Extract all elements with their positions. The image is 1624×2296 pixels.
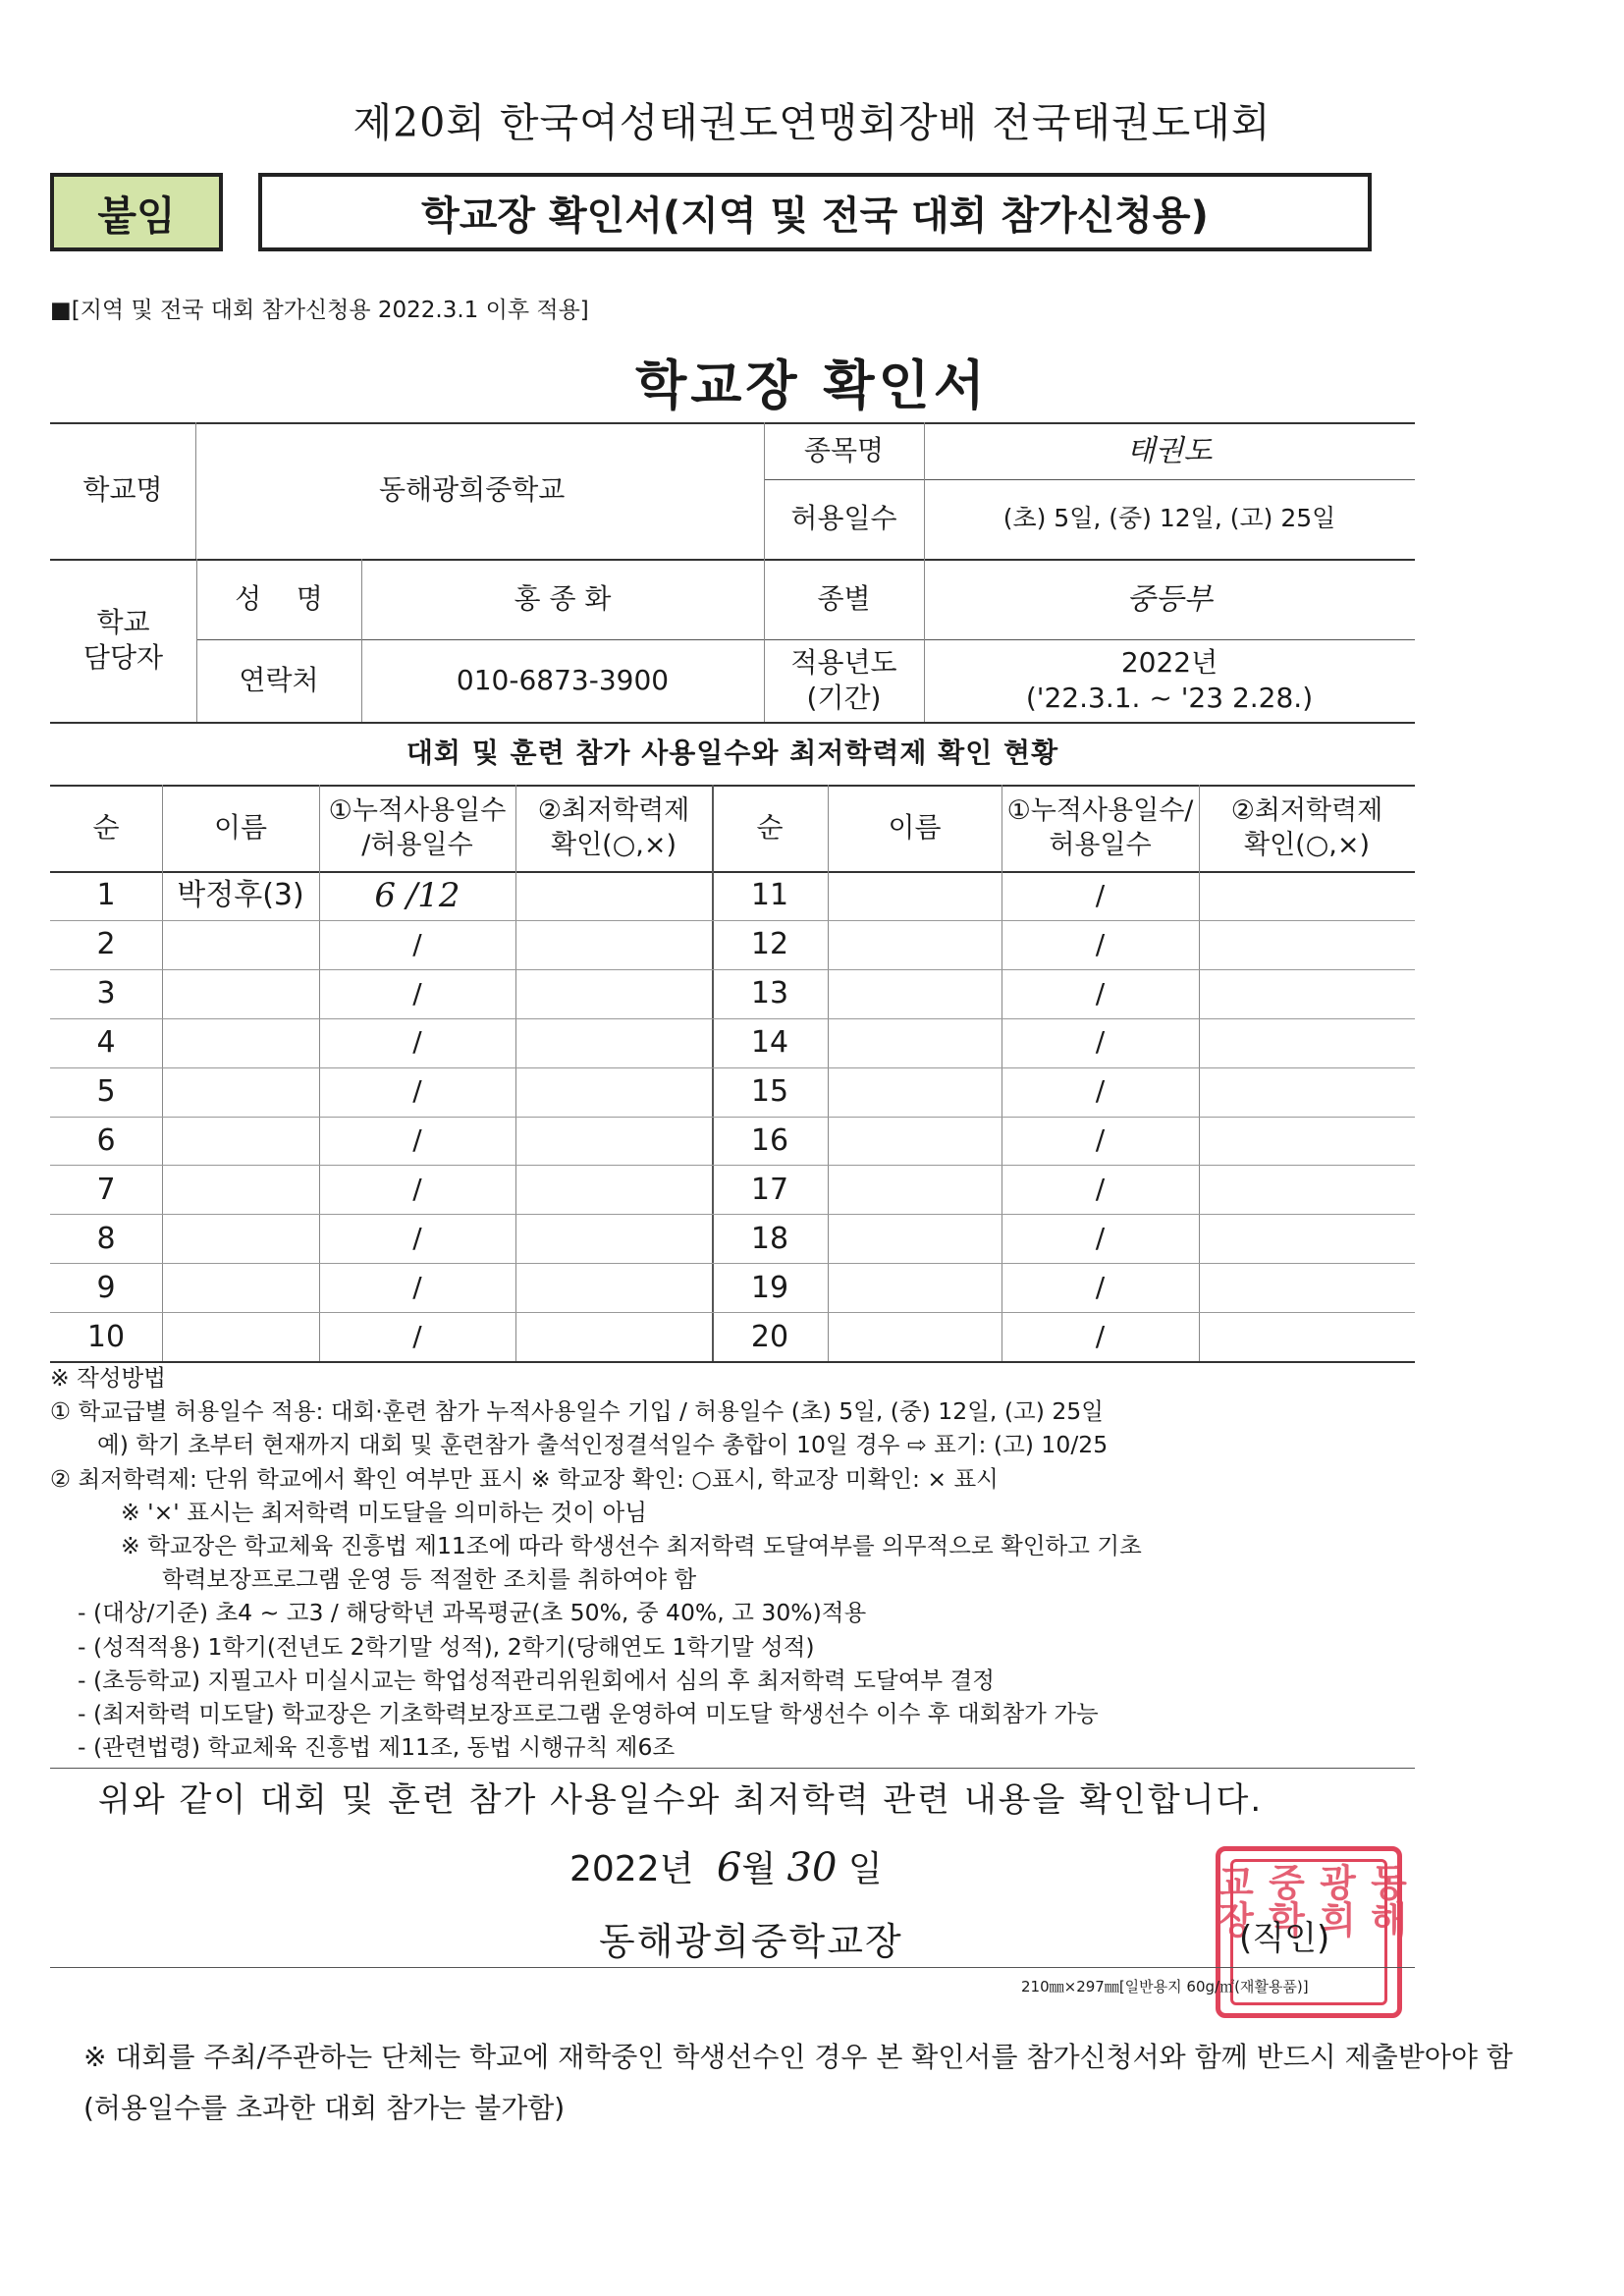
min-academic-check — [1199, 1067, 1415, 1117]
signing-date — [569, 1841, 883, 1891]
row-number: 18 — [750, 1221, 789, 1256]
year-value-cell — [924, 639, 1415, 722]
method-line: - (초등학교) 지필고사 미실시교는 학업성적관리위원회에서 심의 후 최저학력 도달여부 결정 — [78, 1666, 995, 1694]
method-line: ① 학교급별 허용일수 적용: 대회·훈련 참가 누적사용일수 기입 / 허용일수 (초) 5일, (중) 12일, (고) 25일 — [50, 1397, 1104, 1426]
days-used: / — [1095, 1173, 1106, 1206]
student-name — [162, 1263, 319, 1312]
student-name — [162, 1312, 319, 1361]
row-number: 2 — [96, 927, 116, 962]
col-no-right: 순 — [756, 810, 784, 844]
days-used: 6 /12 — [374, 875, 460, 915]
student-name — [828, 1214, 1001, 1263]
method-line: ※ '×' 표시는 최저학력 미도달을 의미하는 것이 아님 — [121, 1498, 647, 1526]
row-number: 20 — [750, 1319, 789, 1354]
sport-label: 종목명 — [803, 433, 885, 466]
division-label: 종별 — [817, 581, 871, 615]
form-title-box: 학교장 확인서(지역 및 전국 대회 참가신청용) — [258, 173, 1372, 251]
min-academic-check — [515, 969, 712, 1018]
student-name — [162, 920, 319, 969]
days-used: / — [412, 1222, 422, 1255]
student-name — [828, 1018, 1001, 1067]
stamp-text: 중학 — [1262, 1863, 1306, 1938]
date-day: 30 — [786, 1845, 838, 1890]
min-academic-check — [515, 1067, 712, 1117]
school-name-value: 동해광희중학교 — [379, 473, 566, 507]
period-value: ('22.3.1. ~ '23 2.28.) — [1025, 682, 1314, 714]
student-name — [828, 969, 1001, 1018]
student-name — [162, 969, 319, 1018]
row-number: 15 — [750, 1074, 789, 1110]
method-line: ※ 작성방법 — [50, 1364, 166, 1392]
days-used: / — [1095, 1319, 1106, 1352]
days-used: / — [1095, 976, 1106, 1010]
manager-name-value: 홍 종 화 — [514, 581, 612, 615]
student-name — [162, 1067, 319, 1117]
min-academic-check — [515, 1214, 712, 1263]
row-number: 3 — [96, 976, 116, 1011]
student-name — [828, 1263, 1001, 1312]
row-number: 17 — [750, 1172, 789, 1207]
event-title: 제20회 한국여성태권도연맹회장배 전국태권도대회 — [352, 99, 1272, 146]
row-number: 14 — [750, 1025, 789, 1061]
date-month: 6 — [716, 1845, 742, 1890]
min-academic-check — [1199, 871, 1415, 920]
manager-label: 학교 담당자 — [82, 605, 164, 674]
days-used: / — [412, 1270, 422, 1303]
date-year: 2022년 — [569, 1849, 694, 1889]
row-number: 7 — [96, 1172, 116, 1207]
row-number: 9 — [96, 1270, 116, 1305]
student-name — [828, 1067, 1001, 1117]
allowed-days-label: 허용일수 — [790, 502, 897, 535]
manager-name-label: 성 명 — [235, 581, 323, 615]
contact-label: 연락처 — [239, 663, 319, 696]
allowed-days-value: (초) 5일, (중) 12일, (고) 25일 — [1002, 504, 1336, 533]
stamp-text: 교장 — [1211, 1863, 1255, 1938]
sport-value: 태권도 — [1126, 433, 1213, 468]
min-academic-check — [515, 871, 712, 920]
year-value: 2022년 — [1120, 645, 1218, 679]
row-number: 8 — [96, 1221, 116, 1256]
min-academic-check — [1199, 1214, 1415, 1263]
min-academic-check — [515, 920, 712, 969]
row-number: 16 — [750, 1122, 789, 1158]
min-academic-check — [515, 1263, 712, 1312]
method-line: - (관련법령) 학교체육 진흥법 제11조, 동법 시행규칙 제6조 — [78, 1733, 676, 1762]
days-used: / — [1095, 1025, 1106, 1059]
stamp-text: 광희 — [1313, 1863, 1357, 1938]
date-month-unit: 월 — [741, 1849, 777, 1889]
contact-value: 010-6873-3900 — [456, 663, 670, 696]
method-line: - (최저학력 미도달) 학교장은 기초학력보장프로그램 운영하여 미도달 학생선수 이수 후 대회참가 가능 — [78, 1700, 1099, 1728]
min-academic-check — [515, 1165, 712, 1214]
student-name: 박정후(3) — [177, 878, 304, 913]
student-name — [828, 920, 1001, 969]
row-number: 6 — [96, 1122, 116, 1158]
min-academic-check — [515, 1018, 712, 1067]
row-number: 19 — [750, 1270, 789, 1305]
confirmation-statement: 위와 같이 대회 및 훈련 참가 사용일수와 최저학력 관련 내용을 확인합니다. — [98, 1780, 1264, 1820]
attach-badge: 붙임 — [50, 173, 223, 251]
student-name — [828, 871, 1001, 920]
method-line: - (성적적용) 1학기(전년도 2학기말 성적), 2학기(당해연도 1학기말 성적) — [78, 1632, 815, 1661]
student-name — [162, 1117, 319, 1166]
col-name-left: 이름 — [213, 810, 268, 844]
applies-note: ■[지역 및 전국 대회 참가신청용 2022.3.1 이후 적용] — [50, 298, 589, 323]
col-name-right: 이름 — [888, 810, 942, 844]
division-value: 중등부 — [1126, 581, 1213, 617]
days-used: / — [1095, 1270, 1106, 1303]
col-check-left: ②최저학력제 확인(○,×) — [537, 794, 690, 860]
row-number: 12 — [750, 927, 789, 962]
year-label: 적용년도 (기간) — [790, 645, 897, 714]
days-used: / — [412, 1173, 422, 1206]
row-number: 1 — [96, 878, 116, 913]
student-name — [828, 1312, 1001, 1361]
days-used: / — [1095, 927, 1106, 960]
min-academic-check — [1199, 1312, 1415, 1361]
min-academic-check — [1199, 1263, 1415, 1312]
days-used: / — [1095, 1123, 1106, 1157]
days-used: / — [412, 1123, 422, 1157]
school-name-label: 학교명 — [82, 473, 163, 507]
date-day-unit: 일 — [847, 1849, 883, 1889]
col-days-left: ①누적사용일수 /허용일수 — [328, 794, 507, 860]
student-name — [162, 1018, 319, 1067]
days-used: / — [412, 1319, 422, 1352]
days-used: / — [1095, 1222, 1106, 1255]
row-number: 5 — [96, 1074, 116, 1110]
principal-title: 동해광희중학교장 — [599, 1920, 903, 1963]
method-line: 학력보장프로그램 운영 등 적절한 조치를 취하여야 함 — [162, 1565, 697, 1594]
min-academic-check — [1199, 920, 1415, 969]
document-title: 학교장 확인서 — [635, 355, 989, 416]
student-name — [162, 1165, 319, 1214]
days-used: / — [412, 927, 422, 960]
paper-spec: 210㎜×297㎜[일반용지 60g/㎡(재활용품)] — [1021, 1978, 1309, 1995]
stamp-text: 동해 — [1364, 1863, 1408, 1938]
status-title: 대회 및 훈련 참가 사용일수와 최저학력제 확인 현황 — [406, 736, 1059, 769]
min-academic-check — [1199, 1018, 1415, 1067]
student-name — [162, 1214, 319, 1263]
method-line: ※ 학교장은 학교체육 진흥법 제11조에 따라 학생선수 최저학력 도달여부를 의무적으로 확인하고 기초 — [121, 1532, 1142, 1560]
col-check-right: ②최저학력제 확인(○,×) — [1230, 794, 1383, 860]
row-number: 13 — [750, 976, 789, 1011]
days-used: / — [412, 1074, 422, 1108]
row-number: 10 — [86, 1319, 126, 1354]
footer-note: ※ 대회를 주최/주관하는 단체는 학교에 재학중인 학생선수인 경우 본 확인서를 참가신청서와 함께 반드시 제출받아야 함(허용일수를 초과한 대회 참가는 불가함) — [83, 2041, 1513, 2124]
days-used: / — [1095, 1074, 1106, 1108]
min-academic-check — [1199, 1165, 1415, 1214]
method-line: 예) 학기 초부터 현재까지 대회 및 훈련참가 출석인정결석일수 총합이 10일 경우 ⇨ 표기: (고) 10/25 — [97, 1431, 1109, 1459]
student-name — [828, 1165, 1001, 1214]
min-academic-check — [1199, 969, 1415, 1018]
writing-method — [50, 1361, 1425, 1764]
min-academic-check — [515, 1117, 712, 1166]
col-days-right: ①누적사용일수/ 허용일수 — [1006, 794, 1194, 860]
method-line: ② 최저학력제: 단위 학교에서 확인 여부만 표시 ※ 학교장 확인: ○표시, 학교장 미확인: × 표시 — [50, 1464, 999, 1493]
row-number: 4 — [96, 1025, 116, 1061]
min-academic-check — [515, 1312, 712, 1361]
method-line: - (대상/기준) 초4 ~ 고3 / 해당학년 과목평균(초 50%, 중 40%, 고 30%)적용 — [78, 1599, 867, 1627]
seal-label: (직인) — [1239, 1919, 1330, 1958]
min-academic-check — [1199, 1117, 1415, 1166]
row-number: 11 — [750, 878, 789, 913]
col-no-left: 순 — [92, 810, 120, 844]
days-used: / — [412, 1025, 422, 1059]
days-used: / — [412, 976, 422, 1010]
days-used: / — [1095, 878, 1106, 911]
student-name — [828, 1117, 1001, 1166]
